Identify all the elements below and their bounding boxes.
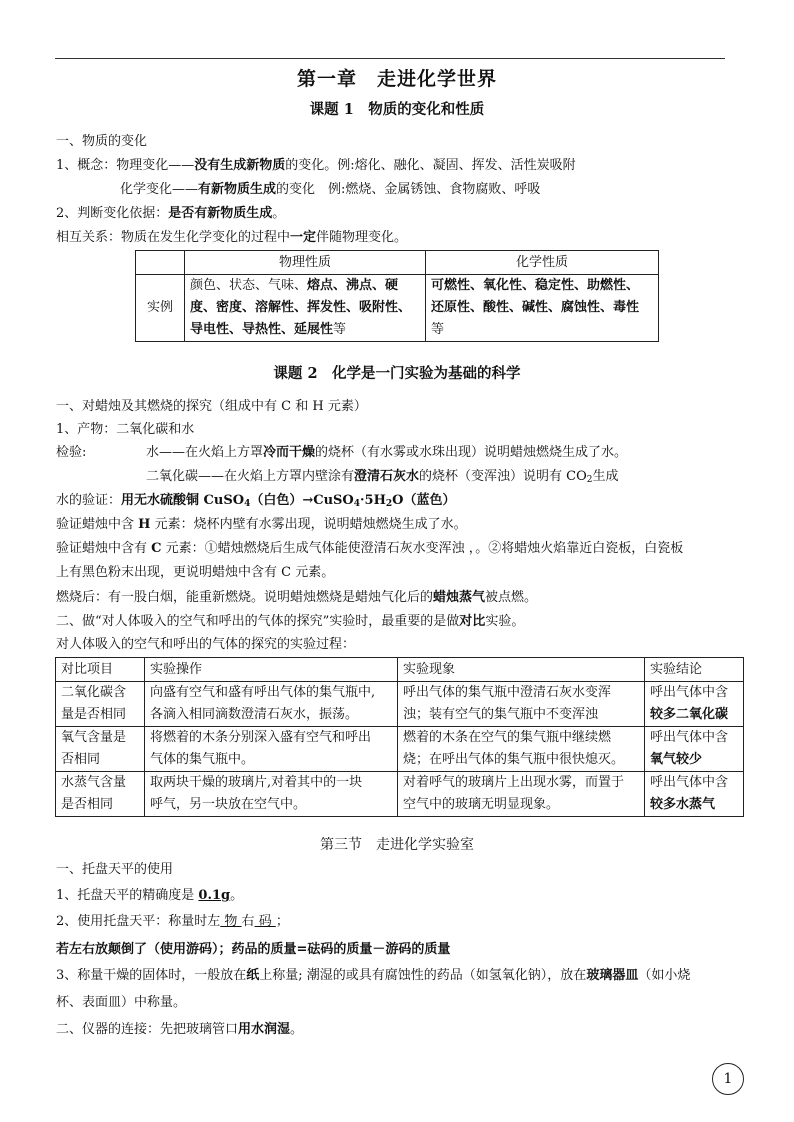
header-conclusion: 实验结论 (645, 658, 744, 682)
empty-corner-cell (136, 251, 185, 275)
weighing-rule-cont: 杯、表面皿）中称量。 (56, 995, 187, 1010)
topic2-section1-heading: 一、对蜡烛及其燃烧的探究（组成中有 C 和 H 元素） (56, 399, 367, 414)
weighing-rule: 3、称量干燥的固体时，一般放在纸上称量; 潮湿的或具有腐蚀性的药品（如氢氧化钠），放在玻璃器皿（如小烧 (56, 968, 691, 983)
chapter-title: 第一章 走进化学世界 (296, 68, 497, 90)
section3-title: 第三节 走进化学实验室 (320, 837, 474, 853)
water-verification: 水的验证：用无水硫酸铜 CuSO$_4$（白色）$\to CuSO_4\cdot 5H_2O$（蓝色） (56, 493, 456, 509)
header-item: 对比项目 (56, 658, 145, 682)
topic1-title: 课题 1 物质的变化和性质 (309, 101, 485, 118)
test-label: 检验: (56, 445, 87, 460)
chemical-examples: 可燃性、氧化性、稳定性、助燃性、 还原性、酸性、碱性、腐蚀性、毒性 等 (426, 275, 659, 342)
relation-text: 相互关系：物质在发生化学变化的过程中一定伴随物理变化。 (56, 230, 408, 245)
topic1-section1-heading: 一、物质的变化 (56, 134, 148, 149)
balance-usage: 2、使用托盘天平：称量时左 物 右 码 ； (56, 914, 289, 929)
properties-table (135, 250, 659, 342)
page-number: 1 (712, 1063, 744, 1095)
physical-header: 物理性质 (185, 251, 426, 275)
verify-carbon-cont: 上有黑色粉末出现，更说明蜡烛中含有 C 元素。 (56, 565, 335, 580)
balance-precision: 1、托盘天平的精确度是 0.1g。 (56, 888, 244, 903)
judge-criterion: 2、判断变化依据：是否有新物质生成。 (56, 206, 286, 221)
table-row: 氧气含量是 否相同 将燃着的木条分别深入盛有空气和呼出 气体的集气瓶中。 燃着的木条在空气的集气瓶中继续燃 烧；在呼出气体的集气瓶中很快熄灭。 呼出气体中含 氧气较少 (56, 727, 744, 772)
section3-heading2: 二、仪器的连接：先把玻璃管口用水润湿。 (56, 1022, 304, 1037)
products-line: 1、产物：二氧化碳和水 (56, 422, 195, 437)
topic2-section2-heading: 二、做“对人体吸入的空气和呼出的气体的探究”实验时，最重要的是做对比实验。 (56, 614, 525, 629)
header-phenomenon: 实验现象 (398, 658, 645, 682)
topic2-title: 课题 2 化学是一门实验为基础的科学 (273, 365, 521, 382)
breath-experiment-table (55, 657, 744, 817)
concept-physical: 1、概念：物理变化——没有生成新物质的变化。例:熔化、融化、凝固、挥发、活性炭吸附 (56, 158, 576, 173)
header-operation: 实验操作 (145, 658, 398, 682)
verify-carbon: 验证蜡烛中含有 C 元素：①蜡烛燃烧后生成气体能使澄清石灰水变浑浊 ，。②将蜡烛火焰靠近白瓷板，白瓷板 (56, 541, 684, 556)
table-row: 水蒸气含量 是否相同 取两块干燥的玻璃片,对着其中的一块 呼气，另一块放在空气中。 对着呼气的玻璃片上出现水雾，而置于 空气中的玻璃无明显现象。 呼出气体中含 较多水蒸气 (56, 772, 744, 817)
concept-chemical: 化学变化——有新物质生成的变化 例:燃烧、金属锈蚀、食物腐败、呼吸 (120, 182, 541, 197)
process-intro: 对人体吸入的空气和呼出的气体的探究的实验过程： (56, 637, 356, 652)
row-label-example: 实例 (136, 275, 185, 342)
header-rule (55, 58, 725, 59)
test-water: 水——在火焰上方罩冷而干燥的烧杯（有水雾或水珠出现）说明蜡烛燃烧生成了水。 (146, 445, 628, 460)
after-burning: 燃烧后：有一股白烟，能重新燃烧。说明蜡烛燃烧是蜡烛气化后的蜡烛蒸气被点燃。 (56, 590, 538, 605)
verify-hydrogen: 验证蜡烛中含 H 元素：烧杯内壁有水雾出现，说明蜡烛燃烧生成了水。 (56, 517, 467, 532)
test-co2: 二氧化碳——在火焰上方罩内壁涂有澄清石灰水的烧杯（变浑浊）说明有 $CO_2$生成 (146, 469, 619, 485)
chemical-header: 化学性质 (426, 251, 659, 275)
table-row: 二氧化碳含 量是否相同 向盛有空气和盛有呼出气体的集气瓶中, 各滴入相同滴数澄清石灰水，振荡。 呼出气体的集气瓶中澄清石灰水变浑 浊；装有空气的集气瓶中不变浑浊 呼出气体中含 较多二氧化碳 (56, 682, 744, 727)
section3-heading1: 一、托盘天平的使用 (56, 862, 174, 877)
physical-examples: 颜色、状态、气味、熔点、沸点、硬 度、密度、溶解性、挥发性、吸附性、 导电性、导热性、延展性等 (185, 275, 426, 342)
reversed-rule: 若左右放颠倒了（使用游码）；药品的质量=砝码的质量－游码的质量 (56, 942, 451, 957)
